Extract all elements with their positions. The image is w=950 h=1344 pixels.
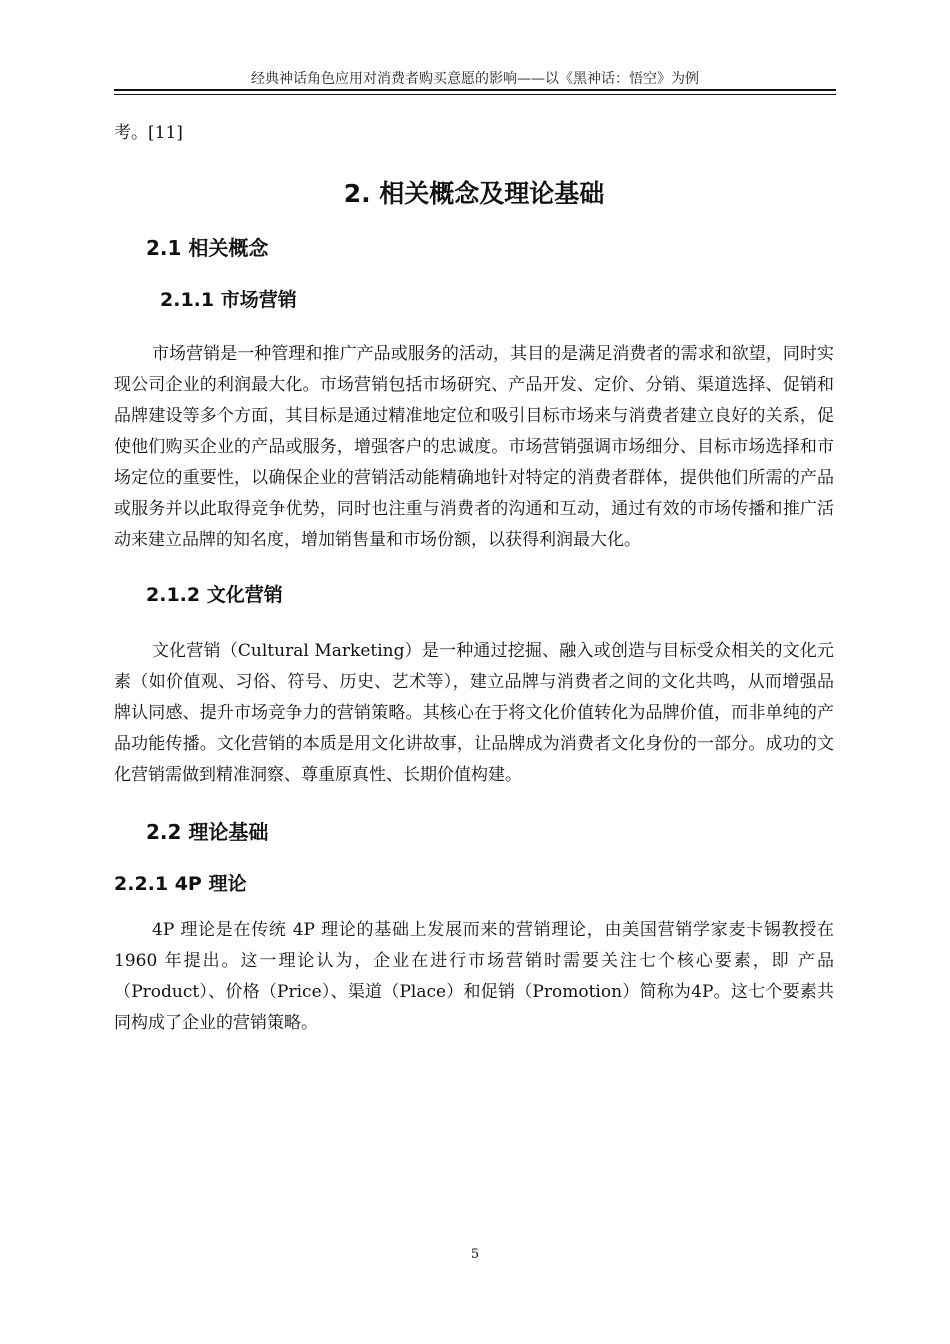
page-content	[114, 118, 834, 1039]
page-number: 5	[470, 1247, 480, 1262]
subsection-heading-2-1-1: 2.1.1 市场营销	[160, 289, 297, 311]
header-rule-thin	[114, 94, 836, 95]
paragraph-4p-theory: 4P 理论是在传统 4P 理论的基础上发展而来的营销理论，由美国营销学家麦卡锡教授在 1960 年提出。这一理论认为，企业在进行市场营销时需要关注七个核心要素，即 产品（Product）、价格（Price）、渠道（Place）和促销（Promotion）简称为4P。这七个要素共同构成了企业的营销策略。	[114, 920, 834, 1033]
section-heading-2-1: 2.1 相关概念	[146, 236, 269, 260]
paragraph-cultural-marketing: 文化营销（Cultural Marketing）是一种通过挖掘、融入或创造与目标受众相关的文化元素（如价值观、习俗、符号、历史、艺术等），建立品牌与消费者之间的文化共鸣，从而增强品牌认同感、提升市场竞争力的营销策略。其核心在于将文化价值转化为品牌价值，而非单纯的产品功能传播。文化营销的本质是用文化讲故事，让品牌成为消费者文化身份的一部分。成功的文化营销需做到精准洞察、尊重原真性、长期价值构建。	[114, 641, 834, 785]
subsection-heading-2-1-2: 2.1.2 文化营销	[146, 584, 283, 606]
subsection-heading-2-2-1: 2.2.1 4P 理论	[114, 873, 247, 895]
section-heading-2-2: 2.2 理论基础	[146, 820, 269, 844]
continued-paragraph: 考。[11]	[114, 123, 183, 143]
running-header: 经典神话角色应用对消费者购买意愿的影响——以《黑神话：悟空》为例	[251, 71, 699, 87]
header-rule	[114, 89, 836, 91]
chapter-title: 2. 相关概念及理论基础	[343, 179, 605, 208]
paragraph-market-marketing: 市场营销是一种管理和推广产品或服务的活动，其目的是满足消费者的需求和欲望，同时实现公司企业的利润最大化。市场营销包括市场研究、产品开发、定价、分销、渠道选择、促销和品牌建设等多个方面，其目标是通过精准地定位和吸引目标市场来与消费者建立良好的关系，促使他们购买企业的产品或服务，增强客户的忠诚度。市场营销强调市场细分、目标市场选择和市场定位的重要性，以确保企业的营销活动能精确地针对特定的消费者群体，提供他们所需的产品或服务并以此取得竞争优势，同时也注重与消费者的沟通和互动，通过有效的市场传播和推广活动来建立品牌的知名度，增加销售量和市场份额，以获得利润最大化。	[114, 344, 834, 550]
